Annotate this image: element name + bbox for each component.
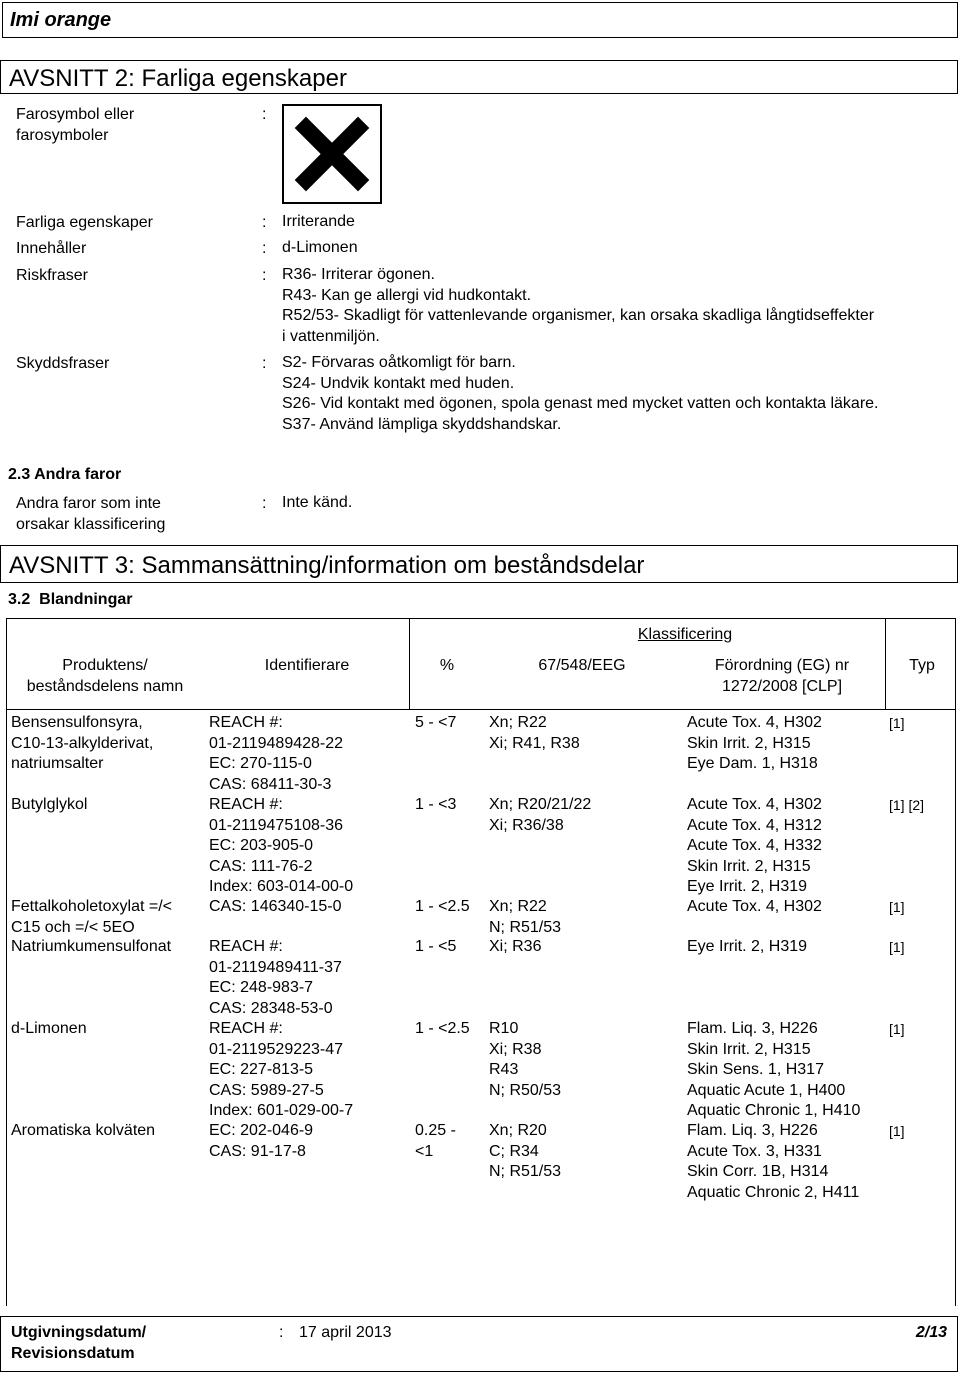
contains-label: Innehåller	[16, 240, 87, 257]
safety-phrase: S26- Vid kontakt med ögonen, spola genast med mycket vatten och kontakta läkare.	[282, 395, 879, 412]
issue-date-label: Utgivningsdatum/ Revisionsdatum	[11, 1324, 147, 1362]
risk-phrase: R36- Irriterar ögonen.	[282, 266, 435, 283]
cell-line: Skin Irrit. 2, H315	[687, 1040, 811, 1058]
colon: :	[262, 355, 267, 372]
cell-line: CAS: 146340-15-0	[209, 898, 342, 915]
clp-cell	[687, 1121, 859, 1203]
cell-line: Xi; R36/38	[489, 816, 564, 834]
cell-line: REACH #:	[209, 796, 283, 813]
document-footer	[0, 1316, 958, 1372]
risk-phrase: R43- Kan ge allergi vid hudkontakt.	[282, 286, 532, 304]
type-cell: [1] [2]	[889, 797, 925, 813]
cell-line: EC: 248-983-7	[209, 979, 314, 996]
composition-table	[6, 618, 956, 1306]
cell-line: Acute Tox. 4, H302	[687, 796, 822, 813]
percent-cell	[415, 897, 470, 918]
cell-line: 0.25 -	[415, 1122, 456, 1139]
name-cell	[11, 795, 87, 816]
eeg-cell	[489, 713, 580, 754]
name-column-header: Produktens/ beståndsdelens namn	[26, 657, 184, 695]
cell-line: 01-2119489411-37	[209, 958, 342, 976]
header-divider	[7, 709, 955, 710]
percent-cell	[415, 713, 456, 734]
cell-line: EC: 202-046-9	[209, 1122, 314, 1139]
cell-line: N; R51/53	[489, 1163, 562, 1180]
cell-line: Xn; R20	[489, 1122, 547, 1139]
cell-line: Acute Tox. 3, H331	[687, 1142, 822, 1160]
contains-value: d-Limonen	[282, 239, 358, 256]
cell-line: N; R51/53	[489, 918, 562, 936]
cell-line: Xi; R38	[489, 1040, 542, 1058]
cell-line: natriumsalter	[11, 755, 104, 772]
name-cell	[11, 1121, 155, 1142]
cell-line: Index: 601-029-00-7	[209, 1102, 354, 1119]
cell-line: Acute Tox. 4, H302	[687, 898, 822, 915]
cell-line: EC: 270-115-0	[209, 755, 312, 772]
colon: :	[262, 495, 267, 512]
cell-line: Skin Sens. 1, H317	[687, 1061, 824, 1078]
type-column-header: Typ	[909, 657, 935, 674]
identifier-cell	[209, 1121, 313, 1162]
cell-line: Aquatic Chronic 2, H411	[687, 1183, 860, 1201]
cell-line: REACH #:	[209, 938, 283, 955]
safety-phrase: S37- Använd lämpliga skyddshandskar.	[282, 415, 562, 433]
cell-line: 01-2119489428-22	[209, 734, 344, 752]
cell-line: Aquatic Acute 1, H400	[687, 1081, 846, 1099]
section3-title: AVSNITT 3: Sammansättning/information om beståndsdelar	[9, 552, 645, 579]
risk-phrase: i vattenmiljön.	[282, 327, 380, 345]
identifier-column-header: Identifierare	[264, 657, 350, 674]
cell-line: C15 och =/< 5EO	[11, 918, 135, 936]
colon: :	[262, 106, 267, 123]
cell-line: Xn; R22	[489, 714, 547, 731]
other-hazards-label: Andra faror som inte orsakar klassificering	[16, 495, 166, 533]
cell-line: d-Limonen	[11, 1020, 87, 1037]
document-header	[2, 2, 958, 38]
name-cell	[11, 713, 153, 775]
eeg-column-header: 67/548/EEG	[538, 657, 626, 674]
colon: :	[262, 214, 267, 231]
risk-phrases-list	[282, 265, 874, 347]
cell-line: <1	[415, 1142, 434, 1160]
cell-line: 1 - <2.5	[415, 1020, 470, 1037]
clp-cell	[687, 713, 822, 775]
colon: :	[262, 240, 267, 257]
cell-line: CAS: 68411-30-3	[209, 775, 332, 793]
clp-cell	[687, 897, 822, 918]
eeg-cell	[489, 795, 591, 836]
cell-line: Index: 603-014-00-0	[209, 878, 354, 895]
cell-line: C10-13-alkylderivat,	[11, 734, 154, 752]
type-cell: [1]	[889, 899, 905, 915]
percent-cell	[415, 1121, 456, 1162]
clp-cell	[687, 1019, 860, 1122]
risk-phrases-label: Riskfraser	[16, 267, 89, 284]
colon: :	[262, 267, 267, 284]
cell-line: 01-2119529223-47	[209, 1040, 344, 1058]
cell-line: Xn; R22	[489, 898, 547, 915]
cell-line: Skin Corr. 1B, H314	[687, 1163, 829, 1180]
cell-line: 1 - <3	[415, 796, 457, 813]
cell-line: REACH #:	[209, 1020, 283, 1037]
cell-line: Acute Tox. 4, H312	[687, 816, 822, 834]
cell-line: Skin Irrit. 2, H315	[687, 734, 811, 752]
cell-line: Bensensulfonsyra,	[11, 714, 143, 731]
cell-line: Aromatiska kolväten	[11, 1122, 156, 1139]
subsection-2-3-title: 2.3 Andra faror	[8, 466, 122, 483]
cell-line: N; R50/53	[489, 1081, 562, 1099]
percent-column-header: %	[439, 657, 455, 674]
name-cell	[11, 897, 172, 938]
hazard-properties-value: Irriterande	[282, 213, 355, 230]
cell-line: 1 - <5	[415, 938, 457, 955]
name-cell	[11, 1019, 87, 1040]
cell-line: 1 - <2.5	[415, 898, 470, 915]
identifier-cell	[209, 795, 353, 898]
hazard-properties-label: Farliga egenskaper	[16, 214, 153, 231]
safety-phrase: S2- Förvaras oåtkomligt för barn.	[282, 354, 516, 371]
percent-cell	[415, 795, 456, 816]
column-divider	[409, 619, 410, 709]
cell-line: CAS: 28348-53-0	[209, 999, 333, 1017]
eeg-cell	[489, 897, 561, 938]
cell-line: Acute Tox. 4, H302	[687, 714, 822, 731]
risk-phrase: R52/53- Skadligt för vattenlevande organismer, kan orsaka skadliga långtidseffekter	[282, 307, 875, 324]
safety-phrases-list	[282, 353, 879, 435]
identifier-cell	[209, 937, 342, 1019]
colon: :	[279, 1324, 284, 1341]
cell-line: Skin Irrit. 2, H315	[687, 857, 811, 875]
cell-line: 5 - <7	[415, 714, 457, 731]
page-number: 2/13	[915, 1324, 947, 1341]
classification-group-header: Klassificering	[637, 626, 733, 643]
eeg-cell	[489, 937, 541, 958]
product-name: Imi orange	[10, 9, 112, 31]
percent-cell	[415, 937, 456, 958]
subsection-3-2-title: 3.2 Blandningar	[8, 591, 133, 608]
cell-line: R43	[489, 1061, 519, 1078]
cell-line: Eye Dam. 1, H318	[687, 755, 818, 772]
cell-line: Acute Tox. 4, H332	[687, 837, 822, 854]
cell-line: Butylglykol	[11, 796, 88, 813]
hazard-symbol-label: Farosymbol eller farosymboler	[16, 106, 135, 144]
cell-line: Aquatic Chronic 1, H410	[687, 1102, 861, 1119]
cell-line: CAS: 91-17-8	[209, 1142, 306, 1160]
clp-column-header: Förordning (EG) nr 1272/2008 [CLP]	[714, 657, 850, 695]
irritant-x-icon	[282, 104, 382, 204]
cell-line: 01-2119475108-36	[209, 816, 344, 834]
cell-line: EC: 203-905-0	[209, 837, 314, 854]
cell-line: Xi; R36	[489, 938, 542, 955]
other-hazards-value: Inte känd.	[282, 494, 353, 511]
section2-title: AVSNITT 2: Farliga egenskaper	[9, 65, 347, 92]
cell-line: Natriumkumensulfonat	[11, 938, 172, 955]
cell-line: CAS: 111-76-2	[209, 857, 313, 875]
identifier-cell	[209, 1019, 353, 1122]
clp-cell	[687, 937, 807, 958]
safety-phrase: S24- Undvik kontakt med huden.	[282, 374, 515, 392]
cell-line: Fettalkoholetoxylat =/<	[11, 898, 172, 915]
cell-line: Xn; R20/21/22	[489, 796, 592, 813]
name-cell	[11, 937, 171, 958]
safety-phrases-label: Skyddsfraser	[16, 355, 110, 372]
type-cell: [1]	[889, 1021, 905, 1037]
eeg-cell	[489, 1121, 561, 1183]
cell-line: Eye Irrit. 2, H319	[687, 878, 808, 895]
percent-cell	[415, 1019, 470, 1040]
identifier-cell	[209, 713, 343, 795]
clp-cell	[687, 795, 822, 898]
column-divider	[885, 619, 886, 709]
cell-line: Eye Irrit. 2, H319	[687, 938, 808, 955]
eeg-cell	[489, 1019, 561, 1101]
cell-line: EC: 227-813-5	[209, 1061, 314, 1078]
identifier-cell	[209, 897, 342, 918]
cell-line: Flam. Liq. 3, H226	[687, 1020, 818, 1037]
section3-header	[0, 545, 958, 583]
type-cell: [1]	[889, 939, 905, 955]
cell-line: R10	[489, 1020, 519, 1037]
type-cell: [1]	[889, 1123, 905, 1139]
cell-line: C; R34	[489, 1142, 539, 1160]
cell-line: Flam. Liq. 3, H226	[687, 1122, 818, 1139]
cell-line: Xi; R41, R38	[489, 734, 580, 752]
type-cell: [1]	[889, 715, 905, 731]
section2-header	[0, 60, 958, 94]
issue-date-value: 17 april 2013	[299, 1324, 392, 1341]
cell-line: CAS: 5989-27-5	[209, 1081, 324, 1099]
cell-line: REACH #:	[209, 714, 283, 731]
